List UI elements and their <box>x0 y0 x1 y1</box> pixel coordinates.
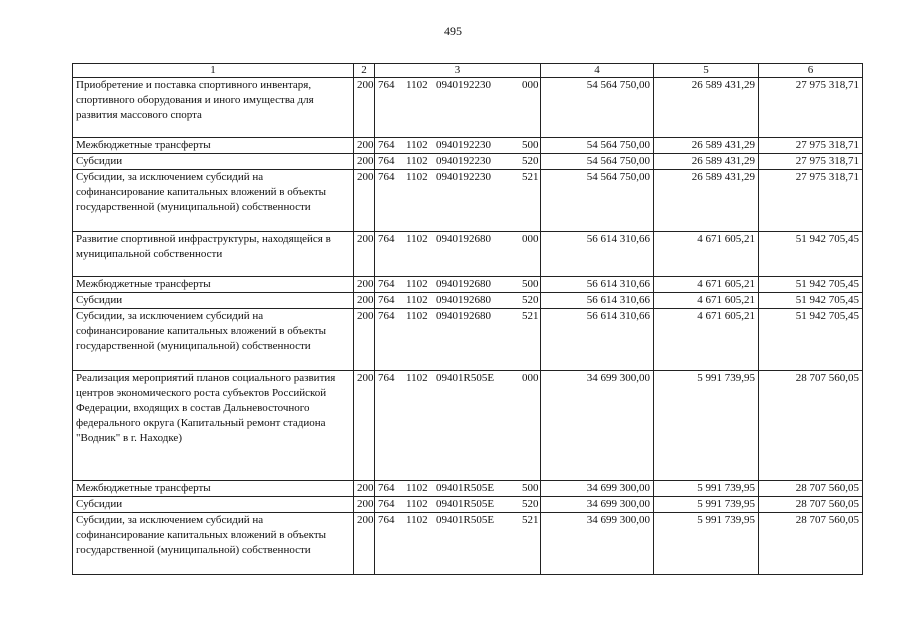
row-csr: 0940192680 <box>436 310 491 322</box>
row-razdel: 1102 <box>406 310 428 322</box>
row-sum-col6: 27 975 318,71 <box>759 138 863 154</box>
table-body <box>73 78 863 575</box>
column-header-6: 6 <box>759 64 863 78</box>
table-row <box>73 481 863 497</box>
row-razdel: 1102 <box>406 482 428 494</box>
row-name: Межбюджетные трансферты <box>73 277 354 293</box>
row-csr: 0940192230 <box>436 79 491 91</box>
row-name: Субсидии, за исключением субсидий на софинансирование капитальных вложений в объекты государственной (муниципальной) собственности <box>73 513 354 575</box>
row-name: Субсидии <box>73 497 354 513</box>
row-sum-col4: 54 564 750,00 <box>541 78 654 138</box>
row-razdel: 1102 <box>406 139 428 151</box>
row-sum-col4: 56 614 310,66 <box>541 277 654 293</box>
row-sum-col5: 4 671 605,21 <box>654 309 759 371</box>
row-sum-col5: 4 671 605,21 <box>654 277 759 293</box>
row-csr: 0940192680 <box>436 294 491 306</box>
row-sum-col4: 54 564 750,00 <box>541 138 654 154</box>
row-razdel: 1102 <box>406 498 428 510</box>
row-grbs: 200 <box>354 371 375 481</box>
row-vr: 500 <box>522 139 539 151</box>
row-vr: 521 <box>522 514 539 526</box>
row-vr: 521 <box>522 171 539 183</box>
row-sum-col4: 56 614 310,66 <box>541 232 654 277</box>
table-row <box>73 170 863 232</box>
row-sum-col6: 28 707 560,05 <box>759 513 863 575</box>
row-vr: 520 <box>522 155 539 167</box>
row-grbs: 200 <box>354 497 375 513</box>
row-razdel: 1102 <box>406 79 428 91</box>
row-ved: 764 <box>378 79 395 91</box>
column-header-1: 1 <box>73 64 354 78</box>
table-header-row <box>73 64 863 78</box>
table-row <box>73 78 863 138</box>
row-sum-col4: 54 564 750,00 <box>541 170 654 232</box>
row-csr: 0940192230 <box>436 155 491 167</box>
row-sum-col4: 34 699 300,00 <box>541 513 654 575</box>
row-csr: 0940192230 <box>436 171 491 183</box>
row-sum-col6: 51 942 705,45 <box>759 277 863 293</box>
row-sum-col5: 5 991 739,95 <box>654 481 759 497</box>
table-row <box>73 371 863 481</box>
row-razdel: 1102 <box>406 171 428 183</box>
row-razdel: 1102 <box>406 372 428 384</box>
row-name: Приобретение и поставка спортивного инвентаря, спортивного оборудования и иного имущества для развития массового спорта <box>73 78 354 138</box>
row-code <box>375 497 541 513</box>
row-vr: 500 <box>522 278 539 290</box>
row-name: Субсидии, за исключением субсидий на софинансирование капитальных вложений в объекты государственной (муниципальной) собственности <box>73 170 354 232</box>
row-grbs: 200 <box>354 232 375 277</box>
row-sum-col6: 51 942 705,45 <box>759 232 863 277</box>
row-csr: 09401R505E <box>436 514 495 526</box>
column-header-4: 4 <box>541 64 654 78</box>
row-sum-col4: 56 614 310,66 <box>541 309 654 371</box>
row-name: Межбюджетные трансферты <box>73 138 354 154</box>
row-name: Реализация мероприятий планов социального развития центров экономического роста субъектов Российской Федерации, входящих в состав Дальневосточного федерального округа (Капитальный ремонт стадиона "Водник" в г. Находке) <box>73 371 354 481</box>
row-sum-col4: 34 699 300,00 <box>541 497 654 513</box>
row-sum-col5: 5 991 739,95 <box>654 497 759 513</box>
row-csr: 09401R505E <box>436 482 495 494</box>
row-vr: 000 <box>522 233 539 245</box>
row-grbs: 200 <box>354 154 375 170</box>
row-code <box>375 513 541 575</box>
row-grbs: 200 <box>354 138 375 154</box>
table-row <box>73 309 863 371</box>
table-row <box>73 513 863 575</box>
table-row <box>73 232 863 277</box>
row-sum-col4: 34 699 300,00 <box>541 371 654 481</box>
row-sum-col5: 5 991 739,95 <box>654 371 759 481</box>
row-razdel: 1102 <box>406 233 428 245</box>
row-sum-col6: 51 942 705,45 <box>759 309 863 371</box>
row-sum-col6: 28 707 560,05 <box>759 371 863 481</box>
budget-table <box>72 63 863 575</box>
row-grbs: 200 <box>354 170 375 232</box>
row-grbs: 200 <box>354 293 375 309</box>
row-grbs: 200 <box>354 277 375 293</box>
column-header-5: 5 <box>654 64 759 78</box>
row-name: Субсидии <box>73 293 354 309</box>
row-sum-col4: 34 699 300,00 <box>541 481 654 497</box>
row-grbs: 200 <box>354 78 375 138</box>
row-razdel: 1102 <box>406 278 428 290</box>
row-grbs: 200 <box>354 481 375 497</box>
row-csr: 09401R505E <box>436 498 495 510</box>
row-name: Субсидии, за исключением субсидий на софинансирование капитальных вложений в объекты государственной (муниципальной) собственности <box>73 309 354 371</box>
row-ved: 764 <box>378 139 395 151</box>
row-ved: 764 <box>378 482 395 494</box>
row-code <box>375 481 541 497</box>
table-row <box>73 277 863 293</box>
row-ved: 764 <box>378 171 395 183</box>
row-vr: 000 <box>522 372 539 384</box>
row-name: Межбюджетные трансферты <box>73 481 354 497</box>
row-sum-col4: 56 614 310,66 <box>541 293 654 309</box>
row-code <box>375 138 541 154</box>
row-code <box>375 277 541 293</box>
row-sum-col6: 27 975 318,71 <box>759 154 863 170</box>
row-name: Субсидии <box>73 154 354 170</box>
row-vr: 500 <box>522 482 539 494</box>
row-code <box>375 293 541 309</box>
row-sum-col6: 27 975 318,71 <box>759 78 863 138</box>
row-code <box>375 170 541 232</box>
row-ved: 764 <box>378 155 395 167</box>
row-name: Развитие спортивной инфраструктуры, находящейся в муниципальной собственности <box>73 232 354 277</box>
row-vr: 521 <box>522 310 539 322</box>
row-code <box>375 154 541 170</box>
row-sum-col6: 28 707 560,05 <box>759 497 863 513</box>
row-code <box>375 232 541 277</box>
row-grbs: 200 <box>354 513 375 575</box>
row-ved: 764 <box>378 294 395 306</box>
row-sum-col5: 5 991 739,95 <box>654 513 759 575</box>
row-code <box>375 309 541 371</box>
row-csr: 0940192230 <box>436 139 491 151</box>
row-sum-col5: 26 589 431,29 <box>654 78 759 138</box>
table-row <box>73 154 863 170</box>
row-sum-col5: 4 671 605,21 <box>654 293 759 309</box>
row-sum-col6: 28 707 560,05 <box>759 481 863 497</box>
row-code <box>375 78 541 138</box>
column-header-3: 3 <box>375 64 541 78</box>
row-csr: 0940192680 <box>436 233 491 245</box>
row-ved: 764 <box>378 514 395 526</box>
row-sum-col5: 26 589 431,29 <box>654 154 759 170</box>
row-razdel: 1102 <box>406 514 428 526</box>
row-csr: 0940192680 <box>436 278 491 290</box>
row-sum-col4: 54 564 750,00 <box>541 154 654 170</box>
row-ved: 764 <box>378 233 395 245</box>
table-row <box>73 293 863 309</box>
row-grbs: 200 <box>354 309 375 371</box>
row-sum-col5: 26 589 431,29 <box>654 170 759 232</box>
row-razdel: 1102 <box>406 155 428 167</box>
row-ved: 764 <box>378 310 395 322</box>
row-ved: 764 <box>378 372 395 384</box>
column-header-2: 2 <box>354 64 375 78</box>
page-number: 495 <box>444 24 462 38</box>
row-ved: 764 <box>378 278 395 290</box>
row-vr: 520 <box>522 498 539 510</box>
row-razdel: 1102 <box>406 294 428 306</box>
row-code <box>375 371 541 481</box>
table-row <box>73 497 863 513</box>
row-vr: 520 <box>522 294 539 306</box>
table-row <box>73 138 863 154</box>
row-sum-col5: 26 589 431,29 <box>654 138 759 154</box>
row-ved: 764 <box>378 498 395 510</box>
row-vr: 000 <box>522 79 539 91</box>
row-sum-col6: 51 942 705,45 <box>759 293 863 309</box>
row-csr: 09401R505E <box>436 372 495 384</box>
row-sum-col6: 27 975 318,71 <box>759 170 863 232</box>
row-sum-col5: 4 671 605,21 <box>654 232 759 277</box>
